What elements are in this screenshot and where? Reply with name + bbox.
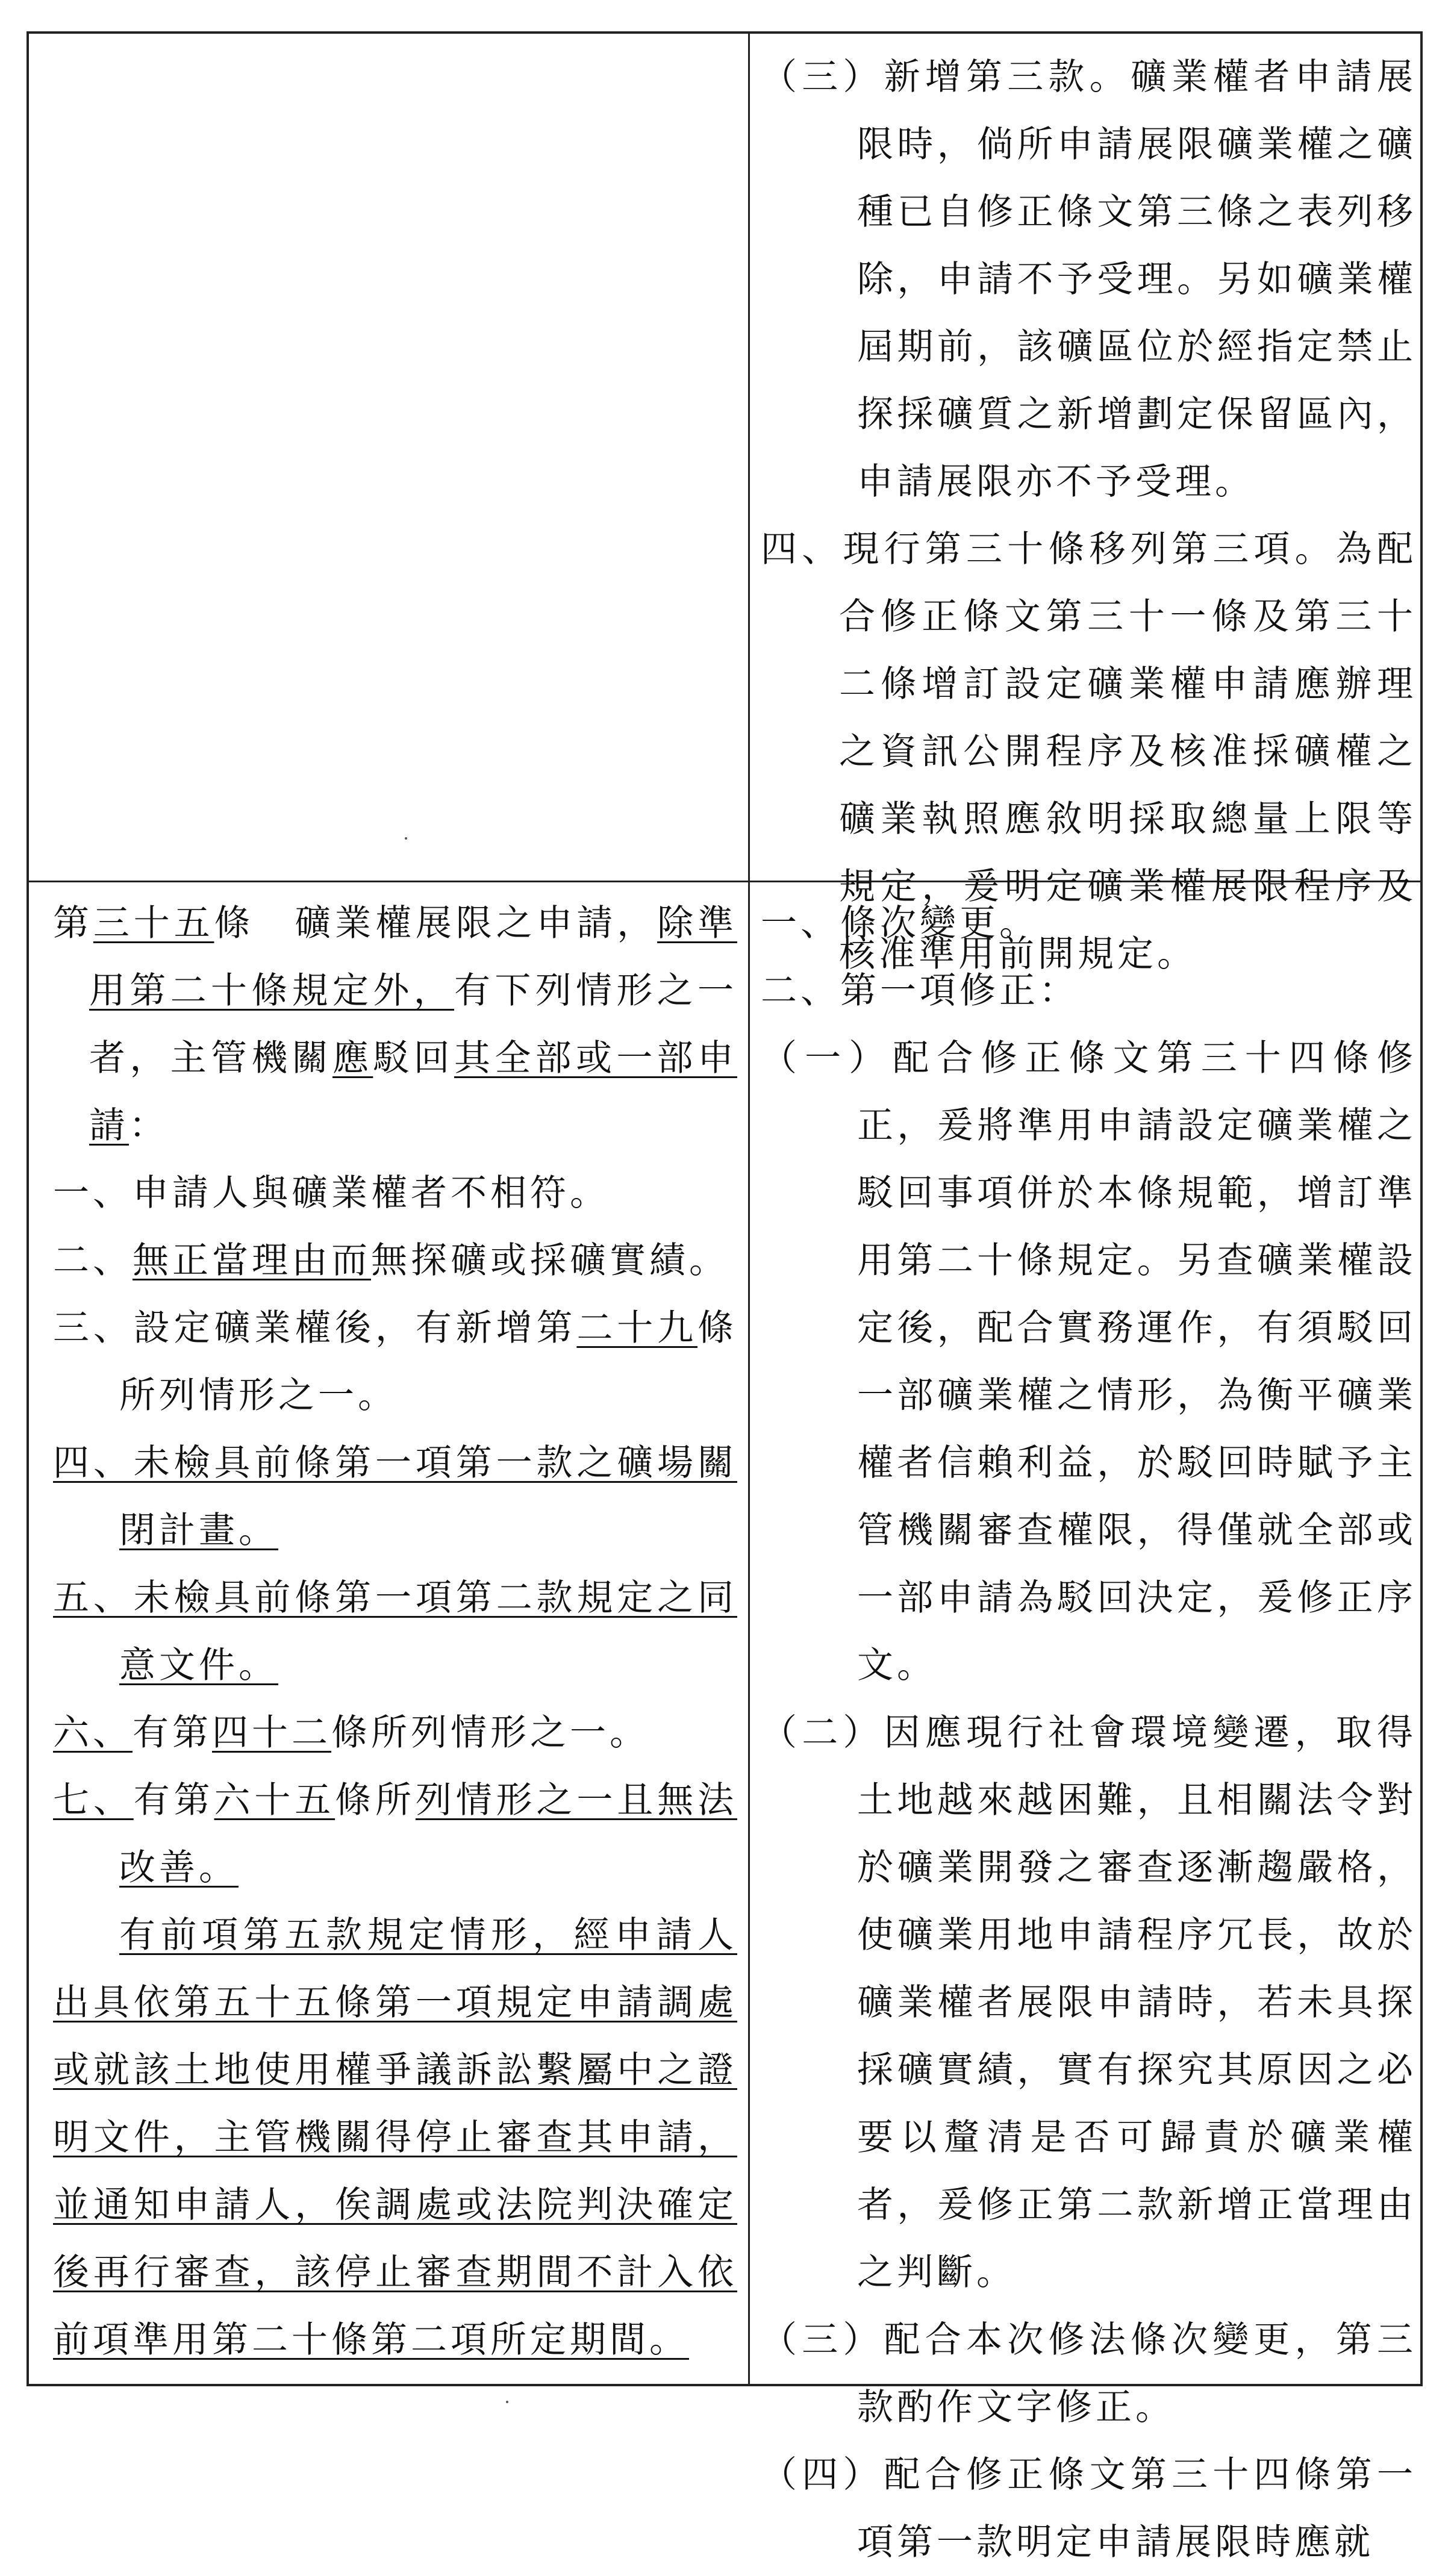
- explanation-cell-bottom: [750, 882, 1423, 2563]
- explanation-sub-item-2: （二）因應現行社會環境變遷，取得土地越來越困難，且相關法令對於礦業開發之審查逐漸趨嚴格，使礦業用地申請程序冗長，故於礦業權者展限申請時，若未具探採礦實績，實有探究其原因之必要以釐清是否可歸責於礦業權者，爰修正第二款新增正當理由之判斷。: [761, 1712, 1417, 2294]
- explanation-sub-item-3b: （三）配合本次修法條次變更，第三款酌作文字修正。: [761, 2319, 1417, 2428]
- article-item-1: 一、申請人與礦業權者不相符。: [53, 1172, 610, 1214]
- explanation-sub-item-1: （一）配合修正條文第三十四條修正，爰將準用申請設定礦業權之駁回事項併於本條規範，增訂準用第二十條規定。另查礦業權設定後，配合實務運作，有須駁回一部礦業權之情形，為衡平礦業權者信賴利益，於駁回時賦予主管機關審查權限，得僅就全部或一部申請為駁回決定，爰修正序文。: [761, 1037, 1417, 1686]
- article-item-7: 七、有第六十五條所列情形之一且無法改善。: [53, 1779, 737, 1889]
- explanation-item-2: 二、第一項修正：: [761, 970, 1079, 1012]
- scan-speck: [405, 837, 407, 840]
- article-item-3: 三、設定礦業權後，有新增第二十九條所列情形之一。: [53, 1307, 737, 1417]
- article-item-6: 六、有第四十二條所列情形之一。: [53, 1712, 649, 1754]
- article-35-heading: 第三十五條 礦業權展限之申請，除準用第二十條規定外，有下列情形之一者，主管機關應駁回其全部或一部申請：: [53, 902, 738, 1147]
- explanation-sub-item-4: （四）配合修正條文第三十四條第一項第一款明定申請展限時應就: [761, 2454, 1417, 2563]
- comparison-table: [27, 31, 1423, 2563]
- article-item-2: 二、無正當理由而無探礦或採礦實績。: [53, 1240, 729, 1282]
- article-paragraph-2: 有前項第五款規定情形，經申請人出具依第五十五條第一項規定申請調處或就該土地使用權爭議訴訟繫屬中之證明文件，主管機關得停止審查其申請，並通知申請人，俟調處或法院判決確定後再行審查，該停止審查期間不計入依前項準用第二十條第二項所定期間。: [53, 1914, 737, 2361]
- article-text-cell: [29, 882, 748, 2386]
- scan-speck: [506, 2401, 508, 2403]
- explanation-item-4: 四、現行第三十條移列第三項。為配合修正條文第三十一條及第三十二條增訂設定礦業權申請應辦理之資訊公開程序及核准採礦權之礦業執照應敘明採取總量上限等規定，爰明定礦業權展限程序及核准準用前開規定。: [761, 528, 1417, 975]
- explanation-item-1: 一、條次變更。: [761, 902, 1039, 944]
- article-item-4: 四、未檢具前條第一項第一款之礦場關閉計畫。: [53, 1442, 737, 1552]
- article-item-5: 五、未檢具前條第一項第二款規定之同意文件。: [53, 1577, 737, 1686]
- explanation-sub-item-3: （三）新增第三款。礦業權者申請展限時，倘所申請展限礦業權之礦種已自修正條文第三條之表列移除，申請不予受理。另如礦業權屆期前，該礦區位於經指定禁止探採礦質之新增劃定保留區內，申請展限亦不予受理。: [761, 56, 1417, 503]
